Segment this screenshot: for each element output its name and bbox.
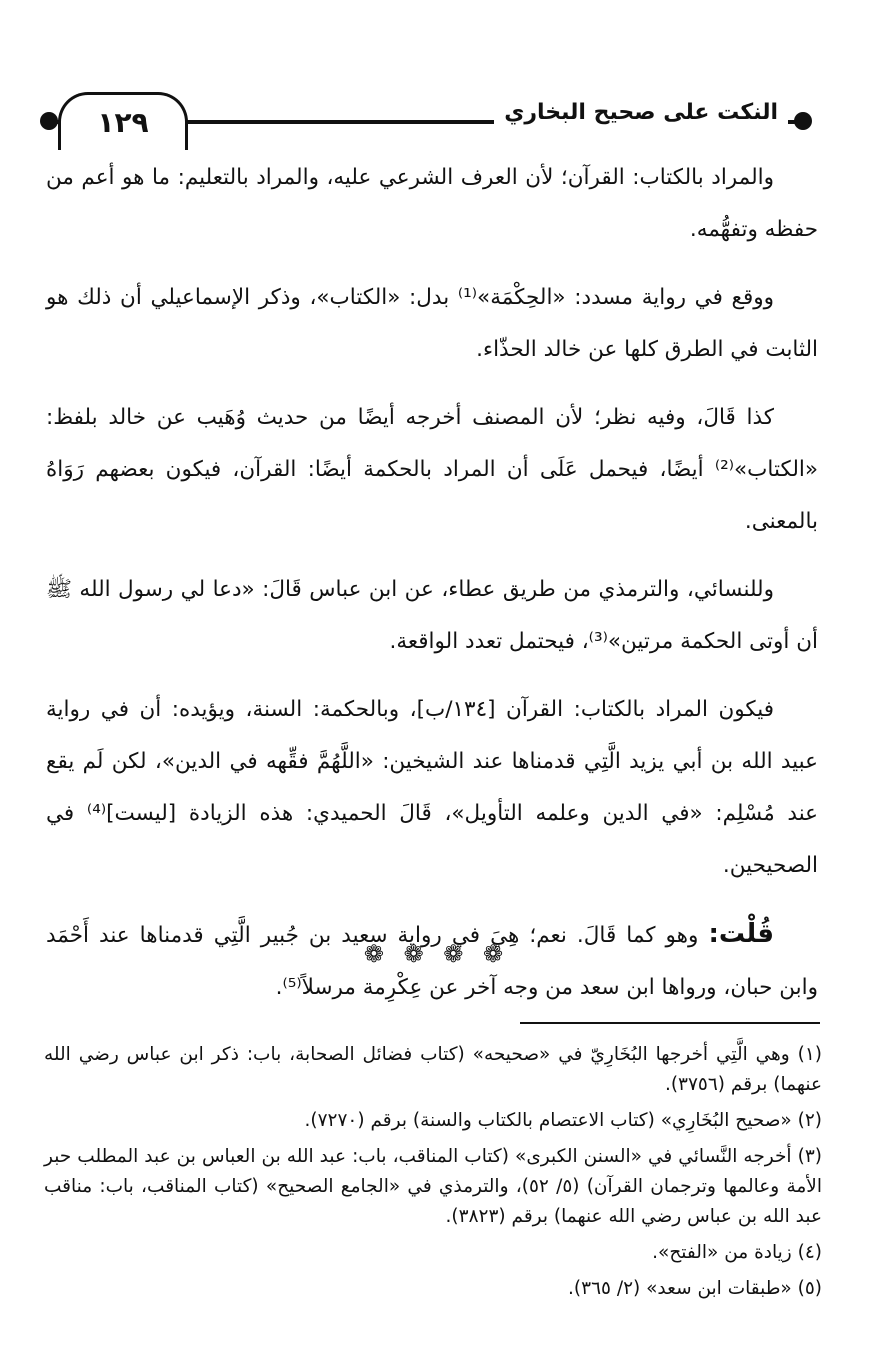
paragraph-6-text: وهو كما قَالَ. نعم؛ هِيَ في رواية سعيد بن جُبير الَّتِي قدمناها عند أَحْمَد وابن حبان، ورواها ابن سعد من وجه آخر عن عِكْرِمة مرسلاً⁽⁵⁾. [46, 923, 818, 1000]
footnote-rule [520, 1022, 820, 1024]
qultu-lead: قُلْت: [708, 919, 774, 949]
paragraph-3: كذا قَالَ، وفيه نظر؛ لأن المصنف أخرجه أيضًا من حديث وُهَيب عن خالد بلفظ: «الكتاب»⁽²⁾ أيضًا، فيحمل عَلَى أن المراد بالحكمة أيضًا: القرآن، فيكون بعضهم رَوَاهُ بالمعنى. [46, 405, 818, 534]
footnote-5: (٥) «طبقات ابن سعد» (٢/ ٣٦٥). [568, 1278, 822, 1299]
paragraph-4: وللنسائي، والترمذي من طريق عطاء، عن ابن عباس قَالَ: «دعا لي رسول الله ﷺ أن أوتى الحكمة مرتين»⁽³⁾، فيحتمل تعدد الواقعة. [46, 577, 818, 654]
header-dot-right [794, 112, 812, 130]
header-dot-left [40, 112, 58, 130]
paragraph-2: ووقع في رواية مسدد: «الحِكْمَة»⁽¹⁾ بدل: «الكتاب»، وذكر الإسماعيلي أن ذلك هو الثابت في الطرق كلها عن خالد الحذّاء. [46, 285, 818, 362]
footnote-4: (٤) زيادة من «الفتح». [652, 1242, 822, 1263]
footnote-3: (٣) أخرجه النَّسائي في «السنن الكبرى» (كتاب المناقب، باب: عبد الله بن العباس بن عبد المطلب حبر الأمة وعالمها وترجمان القرآن) (٥/ ٥٢)، والترمذي في «الجامع الصحيح» (كتاب المناقب، باب: مناقب عبد الله بن عباس رضي الله عنهما) برقم (٣٨٢٣). [44, 1146, 822, 1227]
section-separator: ❁ ❁ ❁ ❁ [363, 940, 510, 968]
paragraph-5: فيكون المراد بالكتاب: القرآن [١٣٤/ب]، وبالحكمة: السنة، ويؤيده: أن في رواية عبيد الله بن أبي يزيد الَّتِي قدمناها عند الشيخين: «اللَّهُمَّ فقِّهه في الدين»، لكن لَم يقع عند مُسْلِم: «في الدين وعلمه التأويل»، قَالَ الحميدي: هذه الزيادة [ليست]⁽⁴⁾ في الصحيحين. [46, 697, 819, 878]
book-title: النكت على صحيح البخاري [494, 100, 788, 125]
footnotes [44, 1040, 822, 1310]
page-number: ١٢٩ [97, 106, 149, 139]
paragraph-1: والمراد بالكتاب: القرآن؛ لأن العرف الشرعي عليه، والمراد بالتعليم: ما هو أعم من حفظه وتفهُّمه. [46, 165, 818, 242]
footnote-1: (١) وهي الَّتِي أخرجها البُخَارِيّ في «صحيحه» (كتاب فضائل الصحابة، باب: ذكر ابن عباس رضي الله عنهما) برقم (٣٧٥٦). [44, 1044, 822, 1095]
footnote-2: (٢) «صحيح البُخَارِي» (كتاب الاعتصام بالكتاب والسنة) برقم (٧٢٧٠). [304, 1110, 822, 1131]
page-header [40, 88, 830, 152]
main-text [46, 152, 818, 1030]
page-number-box [58, 92, 188, 150]
